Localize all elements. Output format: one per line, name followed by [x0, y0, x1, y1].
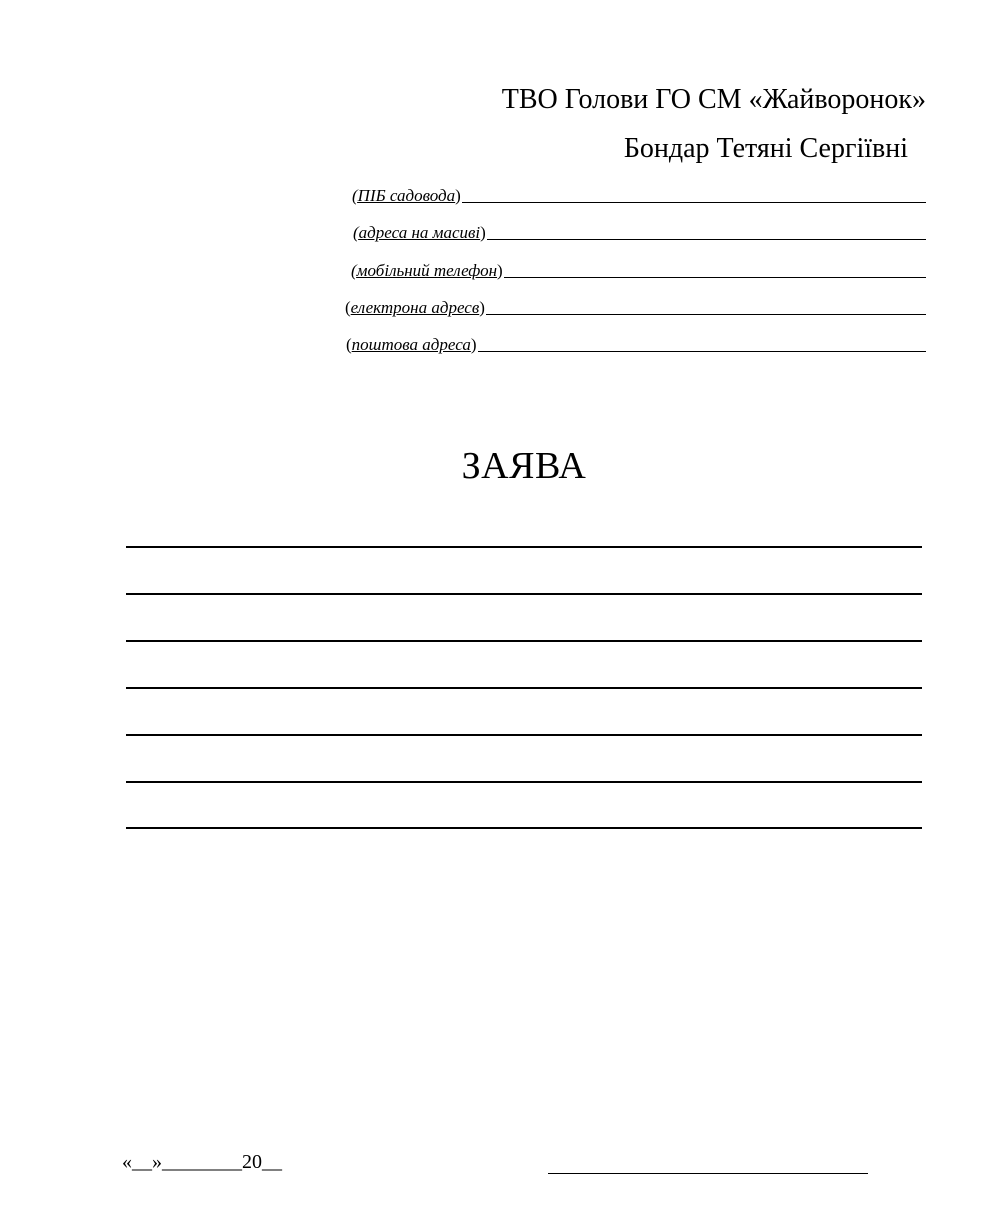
- statement-line[interactable]: [126, 546, 922, 548]
- field-blank-line[interactable]: [462, 202, 926, 203]
- statement-line[interactable]: [126, 781, 922, 783]
- date-field[interactable]: «__»________20__: [122, 1151, 282, 1173]
- addressee-title: ТВО Голови ГО СМ «Жайворонок»: [501, 84, 926, 115]
- field-email[interactable]: [345, 292, 926, 318]
- field-open-paren: (: [353, 223, 359, 242]
- field-open-paren: (: [352, 186, 358, 205]
- field-label: поштова адреса: [351, 335, 471, 354]
- field-open-paren: (: [346, 335, 352, 354]
- field-close-paren: ): [497, 261, 503, 280]
- field-label: електрона адресв: [350, 298, 480, 317]
- statement-line[interactable]: [126, 687, 922, 689]
- addressee-name: Бондар Тетяні Сергіївні: [623, 133, 908, 164]
- field-close-paren: ): [470, 335, 477, 354]
- statement-line[interactable]: [126, 827, 922, 829]
- statement-line[interactable]: [126, 593, 922, 595]
- field-gardener-name[interactable]: [352, 180, 926, 206]
- field-open-paren: (: [351, 261, 357, 280]
- field-blank-line[interactable]: [504, 277, 926, 278]
- document-title: ЗАЯВА: [461, 445, 587, 487]
- field-open-paren: (: [345, 298, 351, 317]
- field-plot-address[interactable]: [353, 217, 926, 243]
- statement-line[interactable]: [126, 734, 922, 736]
- field-label: мобільний телефон: [356, 261, 498, 280]
- field-postal-address[interactable]: [346, 329, 926, 355]
- field-close-paren: ): [455, 186, 461, 205]
- field-mobile-phone[interactable]: [351, 255, 926, 281]
- field-blank-line[interactable]: [478, 351, 927, 352]
- field-close-paren: ): [479, 298, 485, 317]
- field-blank-line[interactable]: [487, 239, 926, 240]
- field-label: ПІБ садовода: [357, 186, 456, 205]
- statement-line[interactable]: [126, 640, 922, 642]
- signature-line[interactable]: [548, 1173, 868, 1174]
- field-label: адреса на масиві: [358, 223, 481, 242]
- field-close-paren: ): [480, 223, 486, 242]
- field-blank-line[interactable]: [486, 314, 926, 315]
